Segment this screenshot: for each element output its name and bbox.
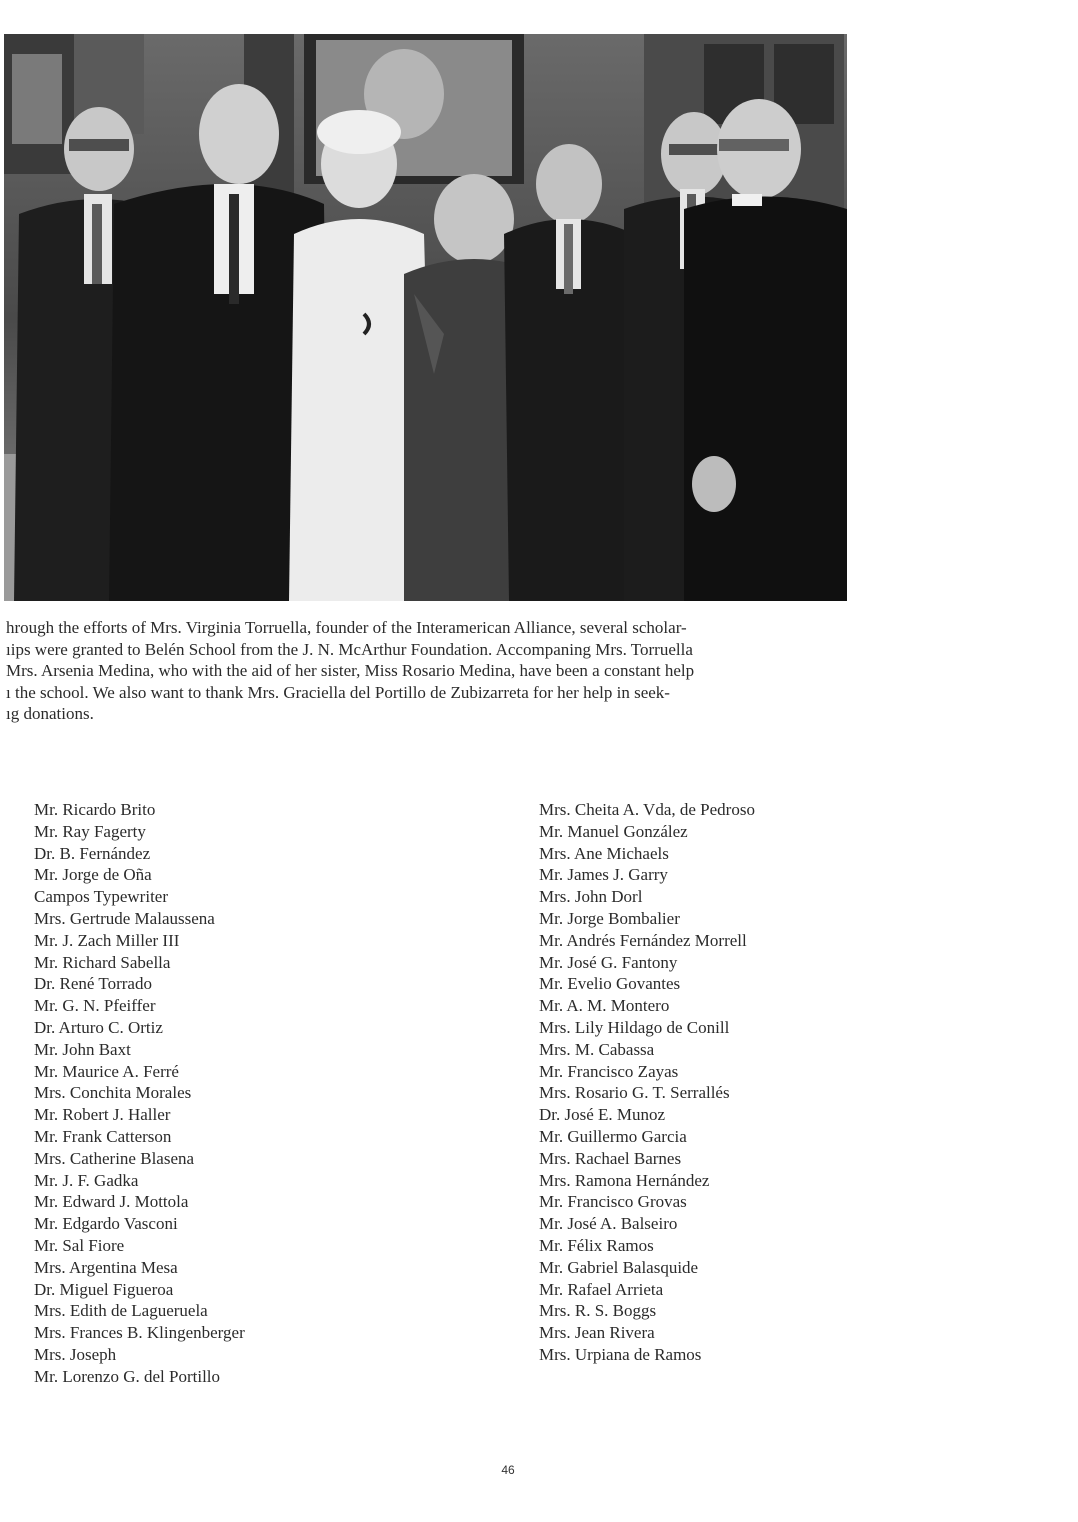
donor-name: Mr. Lorenzo G. del Portillo xyxy=(34,1366,221,1386)
donor-name: Dr. José E. Munoz xyxy=(539,1105,666,1125)
donor-name: Mr. Francisco Zayas xyxy=(539,1061,679,1081)
donor-list-left xyxy=(34,799,245,1388)
donor-name: Mrs. John Dorl xyxy=(539,887,643,907)
donor-name: Mr. Frank Catterson xyxy=(34,1126,172,1146)
caption-line: Mrs. Arsenia Medina, who with the aid of her sister, Miss Rosario Medina, have been a constant help xyxy=(6,661,695,681)
donor-name: Mr. Jorge Bombalier xyxy=(539,908,680,928)
donor-name: Mrs. Catherine Blasena xyxy=(34,1148,195,1168)
donor-name: Mrs. Frances B. Klingenberger xyxy=(34,1323,245,1343)
donor-name: Mrs. Joseph xyxy=(34,1344,117,1364)
donor-name: Mrs. R. S. Boggs xyxy=(539,1301,657,1321)
donor-name: Mrs. Cheita A. Vda, de Pedroso xyxy=(539,800,755,819)
page-number: 46 xyxy=(501,1463,515,1477)
donor-name: Mr. Félix Ramos xyxy=(539,1235,654,1255)
donor-name: Mr. Jorge de Oña xyxy=(34,865,152,885)
donor-name: Dr. Miguel Figueroa xyxy=(34,1279,174,1299)
donor-name: Mr. G. N. Pfeiffer xyxy=(34,996,156,1016)
group-photograph xyxy=(4,34,847,601)
donor-name: Mrs. Rosario G. T. Serrallés xyxy=(539,1083,730,1103)
donor-name: Mrs. Jean Rivera xyxy=(539,1323,655,1343)
donor-name: Mr. Andrés Fernández Morrell xyxy=(539,930,747,950)
caption-line: ıips were granted to Belén School from the J. N. McArthur Foundation. Accompaning Mrs. Torruella xyxy=(6,639,693,659)
donor-name: Mr. Rafael Arrieta xyxy=(539,1279,664,1299)
caption-line: ı the school. We also want to thank Mrs. Graciella del Portillo de Zubizarreta for her help in seek- xyxy=(6,682,670,702)
donor-name: Mrs. Urpiana de Ramos xyxy=(539,1344,702,1364)
donor-list-right xyxy=(539,799,755,1366)
donor-name: Mrs. Conchita Morales xyxy=(34,1083,192,1103)
donor-name: Mr. Ricardo Brito xyxy=(34,800,156,819)
donor-name: Mr. Guillermo Garcia xyxy=(539,1126,687,1146)
donor-name: Mrs. Lily Hildago de Conill xyxy=(539,1017,730,1037)
donor-name: Mrs. Ane Michaels xyxy=(539,843,669,863)
donor-name: Mr. José G. Fantony xyxy=(539,952,678,972)
donor-name: Mr. Sal Fiore xyxy=(34,1235,125,1255)
donor-name: Mr. A. M. Montero xyxy=(539,996,670,1016)
donor-name: Mr. John Baxt xyxy=(34,1039,131,1059)
caption-line: hrough the efforts of Mrs. Virginia Torruella, founder of the Interamerican Alliance, several scholar- xyxy=(6,618,687,637)
donor-name: Mr. Edward J. Mottola xyxy=(34,1192,189,1212)
donor-name: Mr. Ray Fagerty xyxy=(34,821,146,841)
donor-name: Mrs. Edith de Lagueruela xyxy=(34,1301,208,1321)
caption-line: ıg donations. xyxy=(6,704,94,724)
donor-name: Mr. Evelio Govantes xyxy=(539,974,681,994)
donor-name: Dr. Arturo C. Ortiz xyxy=(34,1017,163,1037)
donor-name: Mr. J. F. Gadka xyxy=(34,1170,139,1190)
donor-name: Mrs. Ramona Hernández xyxy=(539,1170,710,1190)
donor-name: Mr. Edgardo Vasconi xyxy=(34,1214,178,1234)
donor-name: Mrs. M. Cabassa xyxy=(539,1039,655,1059)
donor-name: Mr. José A. Balseiro xyxy=(539,1214,678,1234)
donor-name: Mrs. Gertrude Malaussena xyxy=(34,908,215,928)
donor-name: Dr. René Torrado xyxy=(34,974,152,994)
donor-name: Mrs. Rachael Barnes xyxy=(539,1148,682,1168)
donor-name: Mr. James J. Garry xyxy=(539,865,668,885)
donor-name: Mr. Gabriel Balasquide xyxy=(539,1257,699,1277)
donor-name: Mr. Francisco Grovas xyxy=(539,1192,687,1212)
donor-name: Mrs. Argentina Mesa xyxy=(34,1257,178,1277)
donor-name: Mr. Robert J. Haller xyxy=(34,1105,171,1125)
donor-name: Campos Typewriter xyxy=(34,887,168,907)
donor-name: Dr. B. Fernández xyxy=(34,843,151,863)
donor-name: Mr. Richard Sabella xyxy=(34,952,171,972)
donor-name: Mr. Maurice A. Ferré xyxy=(34,1061,179,1081)
donor-name: Mr. Manuel González xyxy=(539,821,688,841)
donor-name: Mr. J. Zach Miller III xyxy=(34,930,180,950)
photo-caption xyxy=(6,617,886,725)
